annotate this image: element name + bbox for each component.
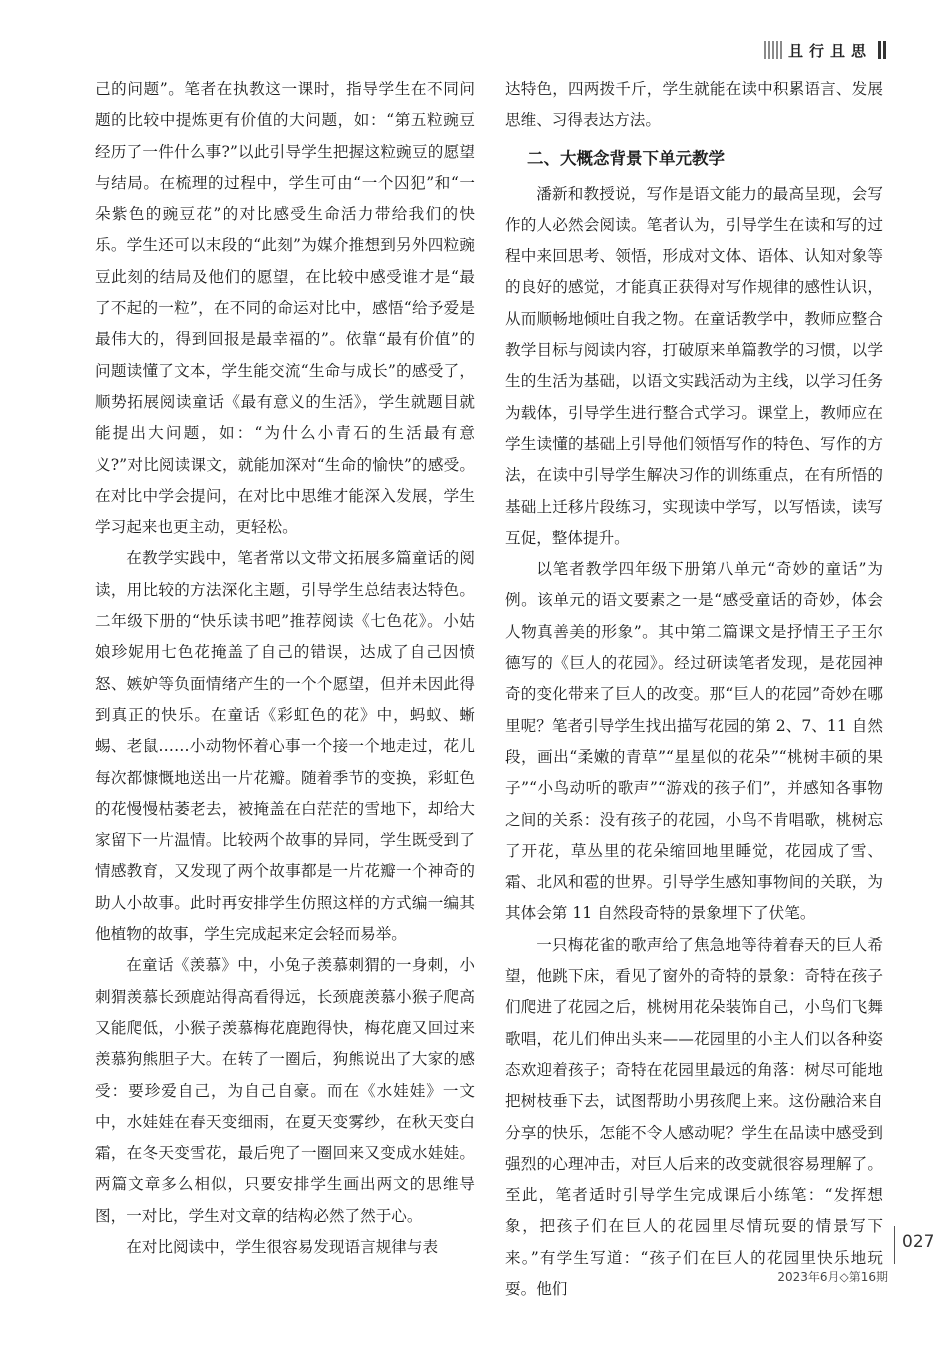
issue-label: 2023年6月◇第16期 (777, 1270, 888, 1284)
page-number: 027 (902, 1232, 935, 1252)
body-paragraph: 在童话《羡慕》中，小兔子羡慕刺猬的一身刺，小刺猬羡慕长颈鹿站得高看得远，长颈鹿羡慕小猴子爬高又能爬低，小猴子羡慕梅花鹿跑得快，梅花鹿又回过来羡慕狗熊胆子大。在转了一圈后，狗熊说出了大家的感受：要珍爱自己，为自己自豪。而在《水娃娃》一文中，水娃娃在春天变细雨，在夏天变雾纱，在秋天变白霜，在冬天变雪花，最后兜了一圈回来又变成水娃娃。两篇文章多么相似，只要安排学生画出两文的思维导图，一对比，学生对文章的结构必然了然于心。 (95, 956, 475, 1225)
right-column (505, 74, 883, 1305)
body-paragraph: 在对比阅读中，学生很容易发现语言规律与表 (126, 1237, 439, 1256)
section-heading: 二、大概念背景下单元教学 (527, 148, 725, 168)
header-decoration-bars (764, 41, 782, 59)
running-header (764, 38, 886, 62)
body-paragraph: 在教学实践中，笔者常以文带文拓展多篇童话的阅读，用比较的方法深化主题，引导学生总结表达特色。二年级下册的“快乐读书吧”推荐阅读《七色花》。小姑娘珍妮用七色花掩盖了自己的错误，达成了自己因愤怒、嫉妒等负面情绪产生的一个个愿望，但并未因此得到真正的快乐。在童话《彩虹色的花》中，蚂蚁、蜥蜴、老鼠……小动物怀着心事一个接一个地走过，花儿每次都慷慨地送出一片花瓣。随着季节的变换，彩虹色的花慢慢枯萎老去，被掩盖在白茫茫的雪地下，却给大家留下一片温情。比较两个故事的异同，学生既受到了情感教育，又发现了两个故事都是一片花瓣一个神奇的助人小故事。此时再安排学生仿照这样的方式编一编其他植物的故事，学生完成起来定会轻而易举。 (95, 549, 475, 944)
body-paragraph: 己的问题”。笔者在执教这一课时，指导学生在不同问题的比较中提炼更有价值的大问题，如：“第五粒豌豆经历了一件什么事?”以此引导学生把握这粒豌豆的愿望与结局。在梳理的过程中，学生可由“一个囚犯”和“一朵紫色的豌豆花”的对比感受生命活力带给我们的快乐。学生还可以末段的“此刻”为媒介推想到另外四粒豌豆此刻的结局及他们的愿望，在比较中感受谁才是“最了不起的一粒”，在不同的命运对比中，感悟“给予爱是最伟大的，得到回报是最幸福的”。依靠“最有价值”的问题读懂了文本，学生能交流“生命与成长”的感受了，顺势拓展阅读童话《最有意义的生活》，学生就题目就能提出大问题，如：“为什么小青石的生活最有意义?”对比阅读课文，就能加深对“生命的愉快”的感受。在对比中学会提问，在对比中思维才能深入发展，学生学习起来也更主动，更轻松。 (95, 80, 475, 537)
column-title: 且行且思 (787, 41, 872, 60)
body-paragraph: 潘新和教授说，写作是语文能力的最高呈现，会写作的人必然会阅读。笔者认为，引导学生在读和写的过程中来回思考、领悟，形成对文体、语体、认知对象等的良好的感觉，才能真正获得对写作规律的感性认识，从而顺畅地倾吐自我之物。在童话教学中，教师应整合教学目标与阅读内容，打破原来单篇教学的习惯，以学生的生活为基础，以语文实践活动为主线，以学习任务为载体，引导学生进行整合式学习。课堂上，教师应在学生读懂的基础上引导他们领悟写作的特色、写作的方法，在读中引导学生解决习作的训练重点，在有所悟的基础上迁移片段练习，实现读中学写，以写悟读，读写互促，整体提升。 (505, 184, 883, 547)
page-number-rule (894, 1226, 895, 1264)
body-paragraph: 一只梅花雀的歌声给了焦急地等待着春天的巨人希望，他跳下床，看见了窗外的奇特的景象：奇特在孩子们爬进了花园之后，桃树用花朵装饰自己，小鸟们飞舞歌唱，花儿们伸出头来——花园里的小主人们以各种姿态欢迎着孩子；奇特在花园里最远的角落：树尽可能地把树枝垂下去，试图帮助小男孩爬上来。这份融洽来自分享的快乐，怎能不令人感动呢？学生在品读中感受到强烈的心理冲击，对巨人后来的改变就很容易理解了。至此，笔者适时引导学生完成课后小练笔：“发挥想象，把孩子们在巨人的花园里尽情玩耍的情景写下来。”有学生写道：“孩子们在巨人的花园里快乐地玩耍。他们 (505, 935, 883, 1298)
body-paragraph: 达特色，四两拨千斤，学生就能在读中积累语言、发展思维、习得表达方法。 (505, 80, 883, 130)
header-decoration-bars-right (878, 41, 886, 59)
body-paragraph: 以笔者教学四年级下册第八单元“奇妙的童话”为例。该单元的语文要素之一是“感受童话的奇妙，体会人物真善美的形象”。其中第二篇课文是抒情王子王尔德写的《巨人的花园》。经过研读笔者发现，是花园神奇的变化带来了巨人的改变。那“巨人的花园”奇妙在哪里呢？笔者引导学生找出描写花园的第 2、7、11 自然段，画出“柔嫩的青草”“星星似的花朵”“桃树丰硕的果子”“小鸟动听的歌声”“游戏的孩子们”，并感知各事物之间的关系：没有孩子的花园，小鸟不肯唱歌，桃树忘了开花，草丛里的花朵缩回地里睡觉，花园成了雪、霜、北风和雹的世界。引导学生感知事物间的关联，为其体会第 11 自然段奇特的景象埋下了伏笔。 (505, 560, 883, 923)
left-column (95, 74, 475, 1263)
